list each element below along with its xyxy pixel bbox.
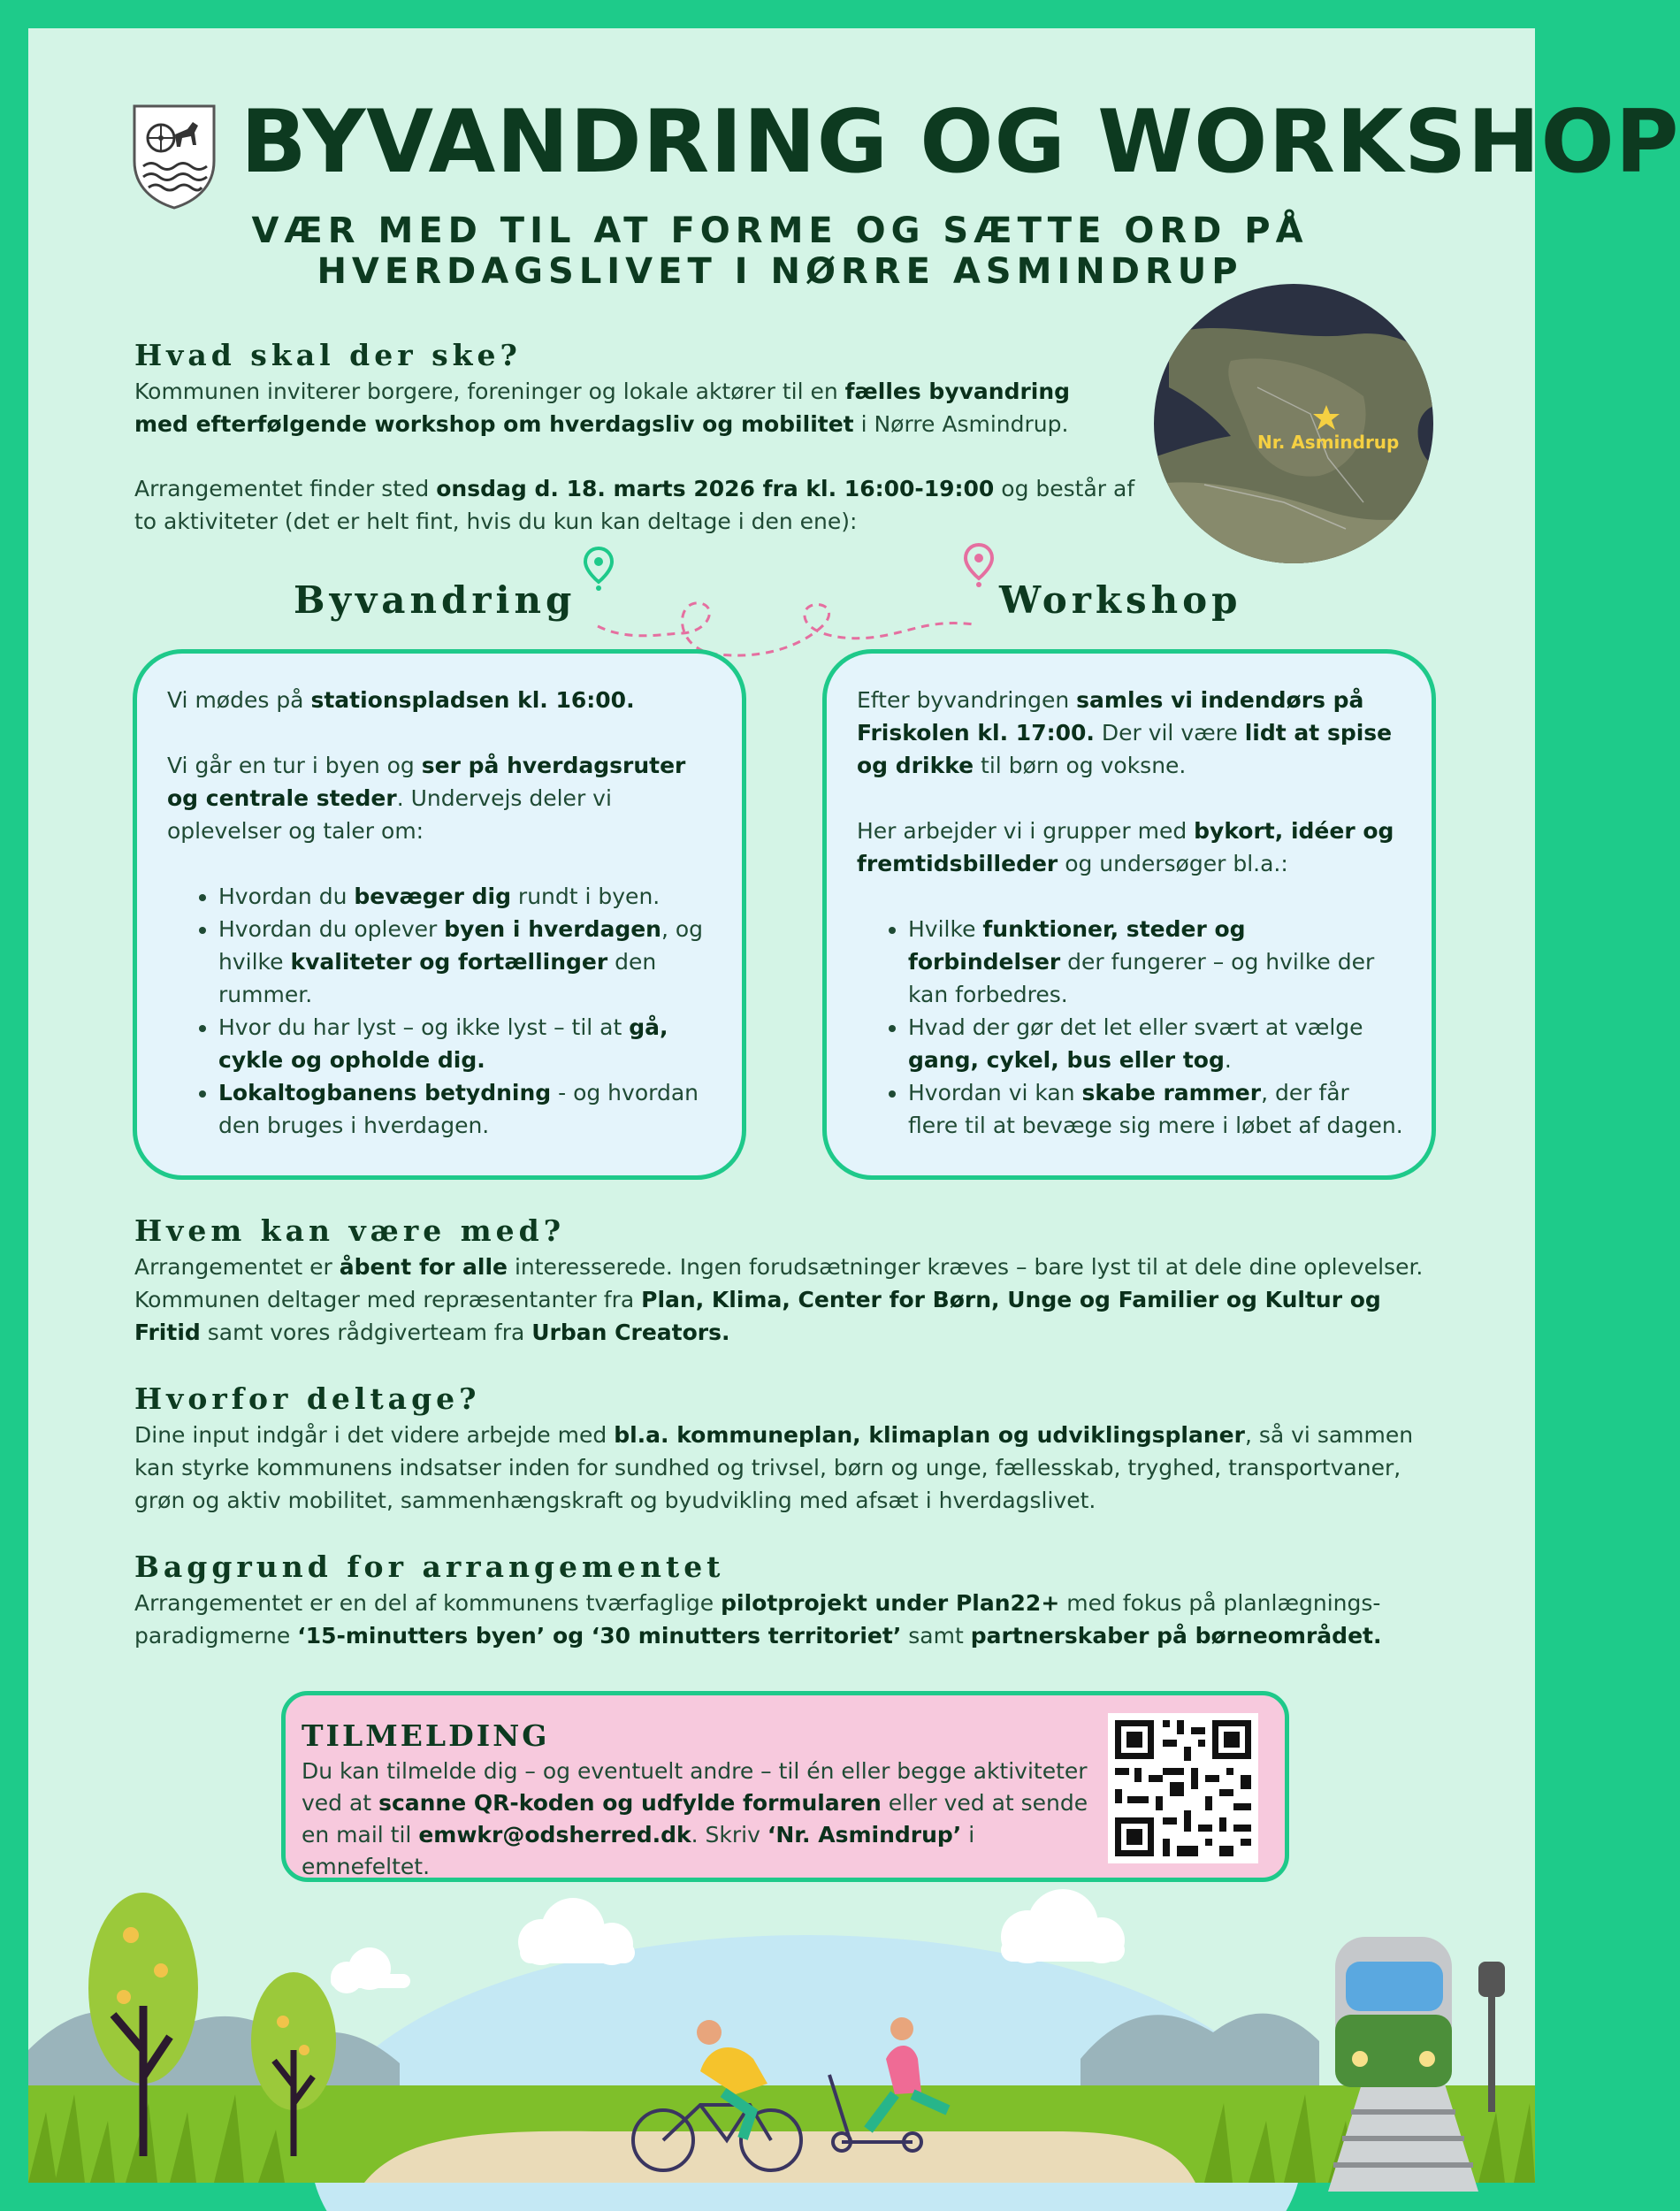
hvem-paragraph (134, 1251, 1452, 1349)
intro-p1-bold: fælles byvandring med efterfølgende workshop om hverdagsliv og mobilitet (134, 379, 1071, 437)
ws-p2-text: Her arbejder vi i grupper med (857, 818, 1195, 844)
list-item (908, 1076, 1405, 1142)
workshop-card (822, 649, 1436, 1180)
ws-p1-bold2: lidt at spise og drikke (857, 720, 1393, 778)
ws-b1-bold: funktioner, steder og forbindelser (908, 916, 1246, 975)
by-b4-end: - og hvordan den bruges i hverdagen. (218, 1080, 699, 1138)
ws-p2-bold: bykort, idéer og fremtidsbilleder (857, 818, 1394, 876)
map-label: Nr. Asmindrup (1257, 432, 1400, 453)
ws-p2-end: og undersøger bl.a.: (1058, 851, 1288, 876)
ws-p1-text: Efter byvandringen (857, 687, 1077, 713)
list-item (218, 913, 715, 1011)
by-b2-bold: byen i hverdagen (444, 916, 661, 942)
hvorfor-heading: Hvorfor deltage? (134, 1381, 481, 1416)
by-b2-mid: , og hvilke (218, 916, 704, 975)
subtitle-line-1: VÆR MED TIL AT FORME OG SÆTTE ORD PÅ (251, 210, 1309, 251)
intro-p2-end: og består af to aktiviteter (det er helt fint, hvis du kun kan deltage i den ene): (134, 476, 1135, 534)
registration-box (281, 1691, 1289, 1882)
byvandring-p1 (167, 684, 715, 716)
by-b2-text: Hvordan du oplever (218, 916, 445, 942)
hvem-bold-b: åbent for alle (339, 1254, 508, 1280)
workshop-list (857, 913, 1405, 1142)
hvorfor-text-a: Dine input indgår i det videre arbejde med (134, 1422, 615, 1448)
hvem-bold-f: Urban Creators. (531, 1320, 730, 1345)
list-item (218, 1011, 715, 1076)
byvandring-card (133, 649, 746, 1180)
workshop-label: Workshop (999, 578, 1242, 622)
poster (28, 28, 1680, 2183)
intro-p2-bold: onsdag d. 18. marts 2026 fra kl. 16:00-19:00 (436, 476, 995, 501)
intro-heading: Hvad skal der ske? (134, 338, 522, 372)
end-pin-icon (964, 543, 994, 587)
baggrund-bold-f: partnerskaber på børneområdet. (970, 1623, 1382, 1649)
reg-text-c: eller ved at sende en mail til (302, 1790, 1088, 1848)
ws-b2-bold: gang, cykel, bus eller tog (908, 1047, 1225, 1073)
intro-p1-end: i Nørre Asmindrup. (853, 411, 1069, 437)
hvem-text-e: samt vores rådgiverteam fra (200, 1320, 532, 1345)
hvorfor-paragraph (134, 1419, 1452, 1517)
qr-code-image (1108, 1713, 1258, 1863)
hvem-text-a: Arrangementet er (134, 1254, 340, 1280)
hvem-text-c: interesserede. Ingen forudsætninger kræves – bare lyst til at dele dine oplevelser. Kommunen deltager med repræsentanter fra (134, 1254, 1424, 1312)
by-b4-bold: Lokaltogbanens betydning (218, 1080, 552, 1106)
registration-heading: TILMELDING (302, 1718, 550, 1753)
ws-b3-end: , der får flere til at bevæge sig mere i løbet af dagen. (908, 1080, 1403, 1138)
baggrund-heading: Baggrund for arrangementet (134, 1549, 725, 1584)
ws-p1-end: til børn og voksne. (974, 753, 1187, 778)
by-b1-end: rundt i byen. (510, 884, 661, 909)
list-item (218, 880, 715, 913)
ws-b3-bold: skabe rammer (1081, 1080, 1262, 1106)
baggrund-text-c: med fokus på planlægningsparadigmerne (134, 1590, 1381, 1649)
by-p2-bold: ser på hverdagsruter og centrale steder (167, 753, 686, 811)
subtitle-line-2: HVERDAGSLIVET I NØRRE ASMINDRUP (317, 251, 1243, 292)
ws-b3-text: Hvordan vi kan (908, 1080, 1082, 1106)
by-p1-bold: stationspladsen kl. 16:00. (310, 687, 635, 713)
page-subtitle (134, 210, 1425, 292)
byvandring-label: Byvandring (294, 578, 577, 622)
intro-p2-text: Arrangementet finder sted (134, 476, 437, 501)
hvem-heading: Hvem kan være med? (134, 1213, 566, 1248)
coat-of-arms-logo (131, 103, 218, 210)
ws-p1-mid: Der vil være (1094, 720, 1245, 746)
by-b2-bold2: kvaliteter og fortællinger (290, 949, 608, 975)
reg-text-g: i emnefeltet. (302, 1822, 975, 1879)
list-item (908, 913, 1405, 1011)
reg-bold-b: scanne QR-koden og udfylde formularen (378, 1790, 882, 1816)
intro-paragraph-1 (134, 375, 1125, 440)
by-b1-text: Hvordan du (218, 884, 355, 909)
intro-p1-text: Kommunen inviterer borgere, foreninger og lokale aktører til en (134, 379, 845, 404)
by-p2-end: . Undervejs deler vi oplevelser og taler om: (167, 785, 612, 844)
by-b1-bold: bevæger dig (354, 884, 511, 909)
email-link[interactable]: emwkr@odsherred.dk (418, 1822, 691, 1848)
list-item (218, 1076, 715, 1142)
hvorfor-bold-b: bl.a. kommuneplan, klimaplan og udviklingsplaner (614, 1422, 1245, 1448)
hvorfor-text-c: , så vi sammen kan styrke kommunens indsatser inden for sundhed og trivsel, børn og unge, fællesskab, tryghed, transportvaner, grøn og aktiv mobilitet, sammenhængskraft og byudvikling med afsæt i hverdagslivet. (134, 1422, 1414, 1513)
list-item (908, 1011, 1405, 1076)
qr-code[interactable] (1108, 1713, 1258, 1863)
start-pin-icon (584, 547, 614, 591)
ws-b1-end: der fungerer – og hvilke der kan forbedres. (908, 949, 1375, 1007)
by-b2-end: den rummer. (218, 949, 657, 1007)
by-p1-text: Vi mødes på (167, 687, 311, 713)
byvandring-list (167, 880, 715, 1142)
ws-b1-text: Hvilke (908, 916, 983, 942)
intro-paragraph-2 (134, 472, 1142, 538)
by-b3-text: Hvor du har lyst – og ikke lyst – til at (218, 1014, 630, 1040)
area-map (1151, 281, 1436, 566)
baggrund-paragraph (134, 1587, 1452, 1652)
hvem-bold-d: Plan, Klima, Center for Børn, Unge og Familier og Kultur og Fritid (134, 1287, 1381, 1345)
baggrund-text-e: samt (901, 1623, 971, 1649)
by-b3-bold: gå, cykle og opholde dig. (218, 1014, 668, 1073)
reg-text-a: Du kan tilmelde dig – og eventuelt andre – til én eller begge aktiviteter ved at (302, 1758, 1088, 1816)
reg-text-e: . Skriv (691, 1822, 767, 1848)
baggrund-bold-d: ‘15-minutters byen’ og ‘30 minutters territoriet’ (297, 1623, 902, 1649)
baggrund-bold-b: pilotprojekt under Plan22+ (721, 1590, 1060, 1616)
ws-b2-text: Hvad der gør det let eller svært at vælge (908, 1014, 1363, 1040)
landscape-illustration (28, 1873, 1535, 2183)
byvandring-p2 (167, 749, 715, 847)
registration-text (302, 1756, 1097, 1883)
page-title: BYVANDRING OG WORKSHOP (241, 92, 1680, 193)
workshop-p1 (857, 684, 1405, 782)
ws-p1-bold: samles vi indendørs på Friskolen kl. 17:00. (857, 687, 1364, 746)
workshop-p2 (857, 815, 1405, 880)
ws-b2-end: . (1224, 1047, 1232, 1073)
baggrund-text-a: Arrangementet er en del af kommunens tværfaglige (134, 1590, 722, 1616)
reg-bold-f: ‘Nr. Asmindrup’ (767, 1822, 962, 1848)
by-p2-text: Vi går en tur i byen og (167, 753, 422, 778)
